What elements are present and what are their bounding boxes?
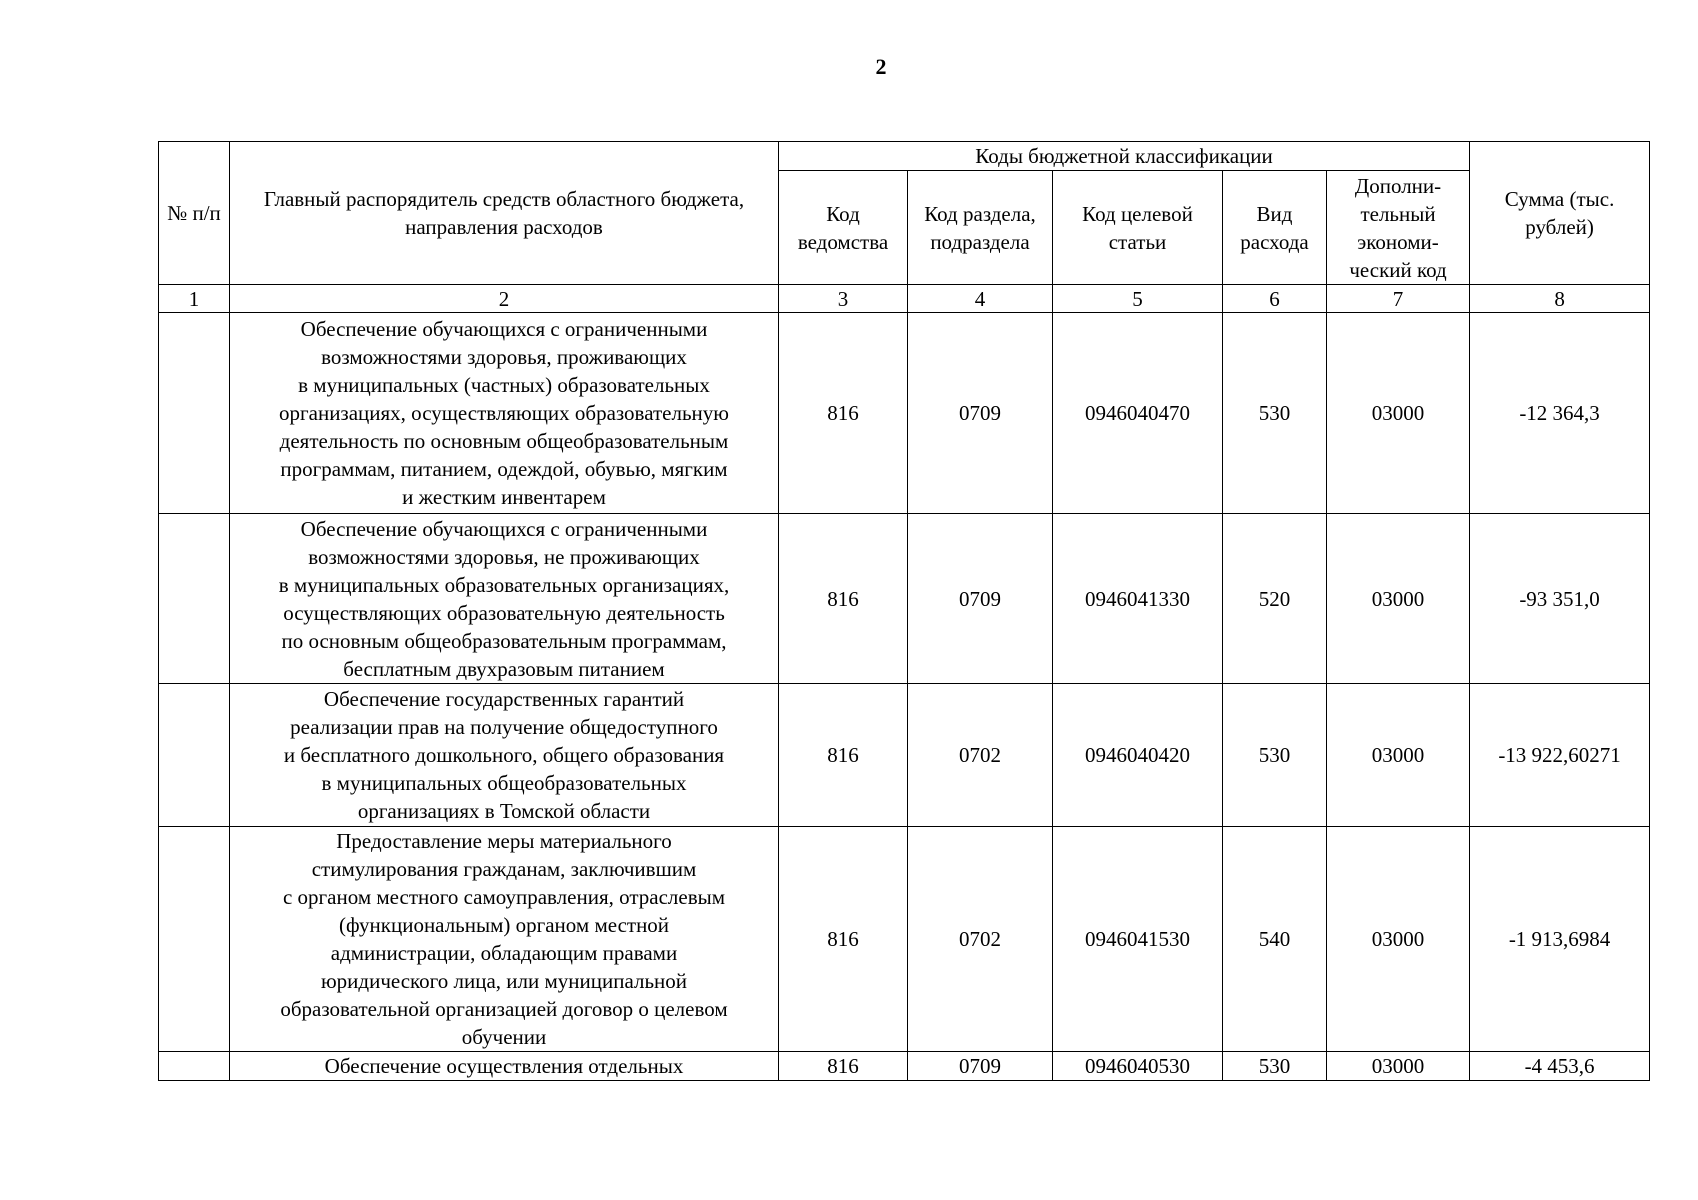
column-number: 1 — [159, 285, 230, 313]
section-code-cell: 0702 — [908, 827, 1053, 1052]
description-line: (функциональным) органом местной — [338, 913, 670, 937]
section-code-cell: 0709 — [908, 514, 1053, 684]
extra-code-cell: 03000 — [1327, 514, 1470, 684]
description-line: Обеспечение обучающихся с ограниченными — [300, 516, 708, 541]
table-row — [159, 1052, 1650, 1081]
description-line: реализации прав на получение общедоступного — [290, 715, 718, 739]
header-section-code: Код раздела, подраздела — [908, 171, 1053, 285]
extra-code-cell: 03000 — [1327, 684, 1470, 827]
section-code-cell: 0709 — [908, 1052, 1053, 1081]
description-line: деятельность по основным общеобразовательным — [279, 429, 729, 453]
description-line: Обеспечение государственных гарантий — [323, 687, 685, 711]
dept-code-cell: 816 — [779, 684, 908, 827]
description-line: администрации, обладающим правами — [330, 941, 678, 965]
amount-cell: -93 351,0 — [1470, 514, 1650, 684]
table-row — [159, 514, 1650, 684]
row-description — [230, 684, 779, 827]
header-extra-code: Дополни-тельный экономи-ческий код — [1327, 171, 1470, 285]
description-line: по основным общеобразовательным программам, — [281, 628, 727, 653]
description-line: организациях, осуществляющих образовательную — [279, 401, 729, 425]
description-line: организациях в Томской области — [357, 799, 651, 823]
column-number: 5 — [1053, 285, 1223, 313]
extra-code-cell: 03000 — [1327, 1052, 1470, 1081]
table-row — [159, 313, 1650, 514]
row-description — [230, 827, 779, 1052]
dept-code-cell: 816 — [779, 1052, 908, 1081]
column-number-row — [159, 285, 1650, 313]
header-recipient: Главный распорядитель средств областного бюджета, направления расходов — [230, 142, 779, 285]
header-no: № п/п — [159, 142, 230, 285]
target-code-cell: 0946040420 — [1053, 684, 1223, 827]
description-line: в муниципальных (частных) образовательных — [298, 373, 710, 397]
row-description — [230, 313, 779, 514]
row-description — [230, 1052, 779, 1081]
target-code-cell: 0946040470 — [1053, 313, 1223, 514]
header-amount: Сумма (тыс. рублей) — [1470, 142, 1650, 285]
row-number — [159, 514, 230, 684]
description-line: Обеспечение обучающихся с ограниченными — [300, 317, 708, 341]
expense-type-cell: 540 — [1223, 827, 1327, 1052]
description-line: осуществляющих образовательную деятельность — [283, 600, 725, 625]
row-number — [159, 827, 230, 1052]
description-line: Предоставление меры материального — [336, 829, 672, 853]
row-number — [159, 313, 230, 514]
header-codes-group: Коды бюджетной классификации — [779, 142, 1470, 171]
expense-type-cell: 520 — [1223, 514, 1327, 684]
target-code-cell: 0946041330 — [1053, 514, 1223, 684]
expense-type-cell: 530 — [1223, 313, 1327, 514]
amount-cell: -1 913,6984 — [1470, 827, 1650, 1052]
extra-code-cell: 03000 — [1327, 313, 1470, 514]
header-expense-type: Вид расхода — [1223, 171, 1327, 285]
section-code-cell: 0709 — [908, 313, 1053, 514]
description-line: возможностями здоровья, не проживающих — [308, 544, 700, 569]
budget-table — [158, 141, 1650, 1081]
column-number: 3 — [779, 285, 908, 313]
description-line: с органом местного самоуправления, отраслевым — [282, 885, 726, 909]
section-code-cell: 0702 — [908, 684, 1053, 827]
dept-code-cell: 816 — [779, 514, 908, 684]
description-line: обучении — [461, 1025, 547, 1049]
description-line: в муниципальных общеобразовательных — [321, 771, 687, 795]
amount-cell: -4 453,6 — [1470, 1052, 1650, 1081]
description-line: возможностями здоровья, проживающих — [321, 345, 687, 369]
row-number — [159, 684, 230, 827]
description-line: в муниципальных образовательных организациях, — [278, 572, 730, 597]
description-line: и бесплатного дошкольного, общего образования — [283, 743, 725, 767]
target-code-cell: 0946041530 — [1053, 827, 1223, 1052]
extra-code-cell: 03000 — [1327, 827, 1470, 1052]
description-line: бесплатным двухразовым питанием — [343, 656, 665, 681]
expense-type-cell: 530 — [1223, 1052, 1327, 1081]
amount-cell: -13 922,60271 — [1470, 684, 1650, 827]
description-line: и жестким инвентарем — [402, 485, 606, 509]
dept-code-cell: 816 — [779, 827, 908, 1052]
description-line: юридического лица, или муниципальной — [320, 969, 688, 993]
target-code-cell: 0946040530 — [1053, 1052, 1223, 1081]
table-row — [159, 684, 1650, 827]
column-number: 8 — [1470, 285, 1650, 313]
expense-type-cell: 530 — [1223, 684, 1327, 827]
column-number: 7 — [1327, 285, 1470, 313]
row-number — [159, 1052, 230, 1081]
description-line: стимулирования гражданам, заключившим — [311, 857, 697, 881]
amount-cell: -12 364,3 — [1470, 313, 1650, 514]
column-number: 6 — [1223, 285, 1327, 313]
header-target-code: Код целевой статьи — [1053, 171, 1223, 285]
header-dept-code: Код ведомства — [779, 171, 908, 285]
description-line: Обеспечение осуществления отдельных — [324, 1054, 684, 1078]
description-line: программам, питанием, одеждой, обувью, мягким — [280, 457, 728, 481]
description-line: образовательной организацией договор о целевом — [280, 997, 728, 1021]
dept-code-cell: 816 — [779, 313, 908, 514]
page-number: 2 — [875, 54, 887, 79]
column-number: 4 — [908, 285, 1053, 313]
row-description — [230, 514, 779, 684]
table-row — [159, 827, 1650, 1052]
column-number: 2 — [230, 285, 779, 313]
